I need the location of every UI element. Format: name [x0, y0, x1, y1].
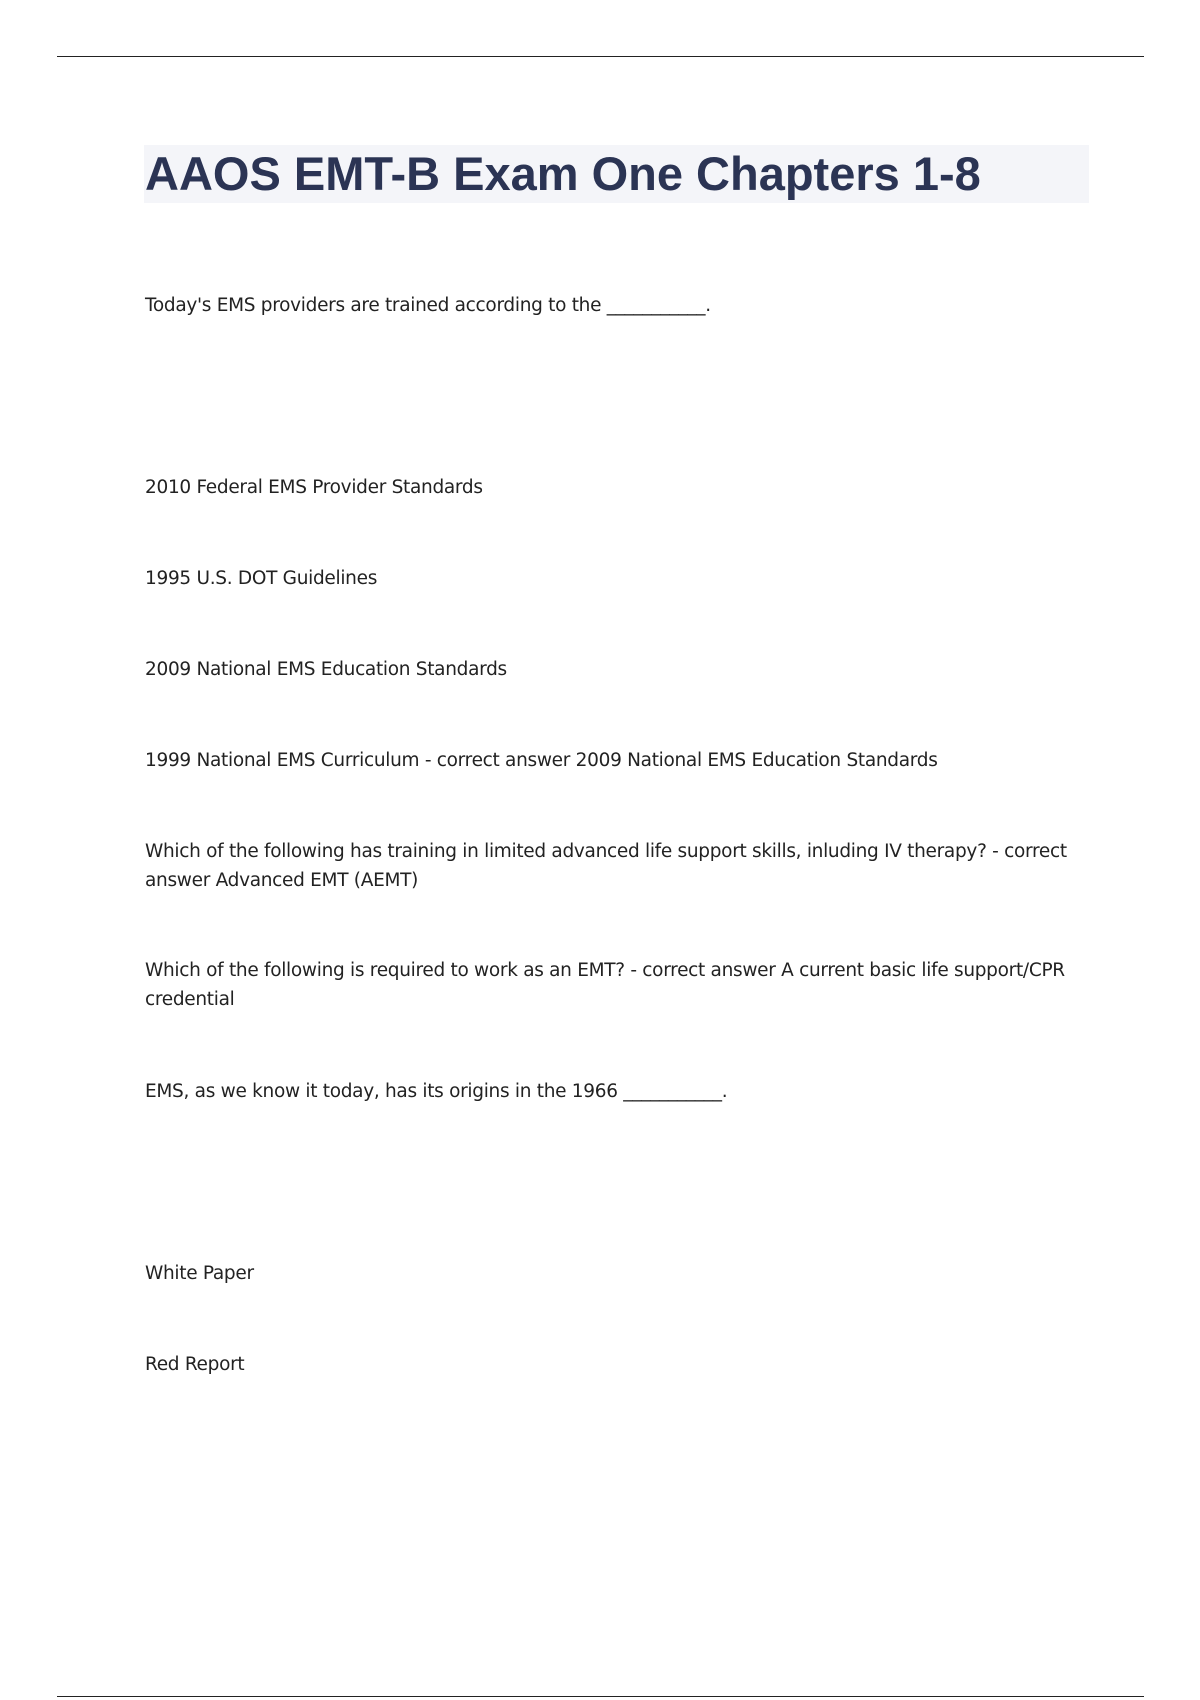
option-2: 1995 U.S. DOT Guidelines — [145, 568, 378, 589]
question-2: Which of the following has training in limited advanced life support skills, inluding IV therapy? - correct answer Advanced EMT (AEMT) — [145, 841, 1067, 891]
option-4-with-answer: 1999 National EMS Curriculum - correct answer 2009 National EMS Education Standards — [145, 750, 938, 771]
document-title: AAOS EMT-B Exam One Chapters 1-8 — [145, 147, 981, 200]
question-1: Today's EMS providers are trained according to the ___________. — [145, 295, 711, 316]
question-4: EMS, as we know it today, has its origins in the 1966 ___________. — [145, 1081, 728, 1102]
option-white-paper: White Paper — [145, 1263, 254, 1284]
question-3: Which of the following is required to work as an EMT? - correct answer A current basic life support/CPR credential — [145, 960, 1065, 1010]
option-1: 2010 Federal EMS Provider Standards — [145, 477, 483, 498]
top-rule — [57, 56, 1144, 57]
option-red-report: Red Report — [145, 1354, 245, 1375]
bottom-rule — [57, 1696, 1144, 1697]
option-3: 2009 National EMS Education Standards — [145, 659, 507, 680]
